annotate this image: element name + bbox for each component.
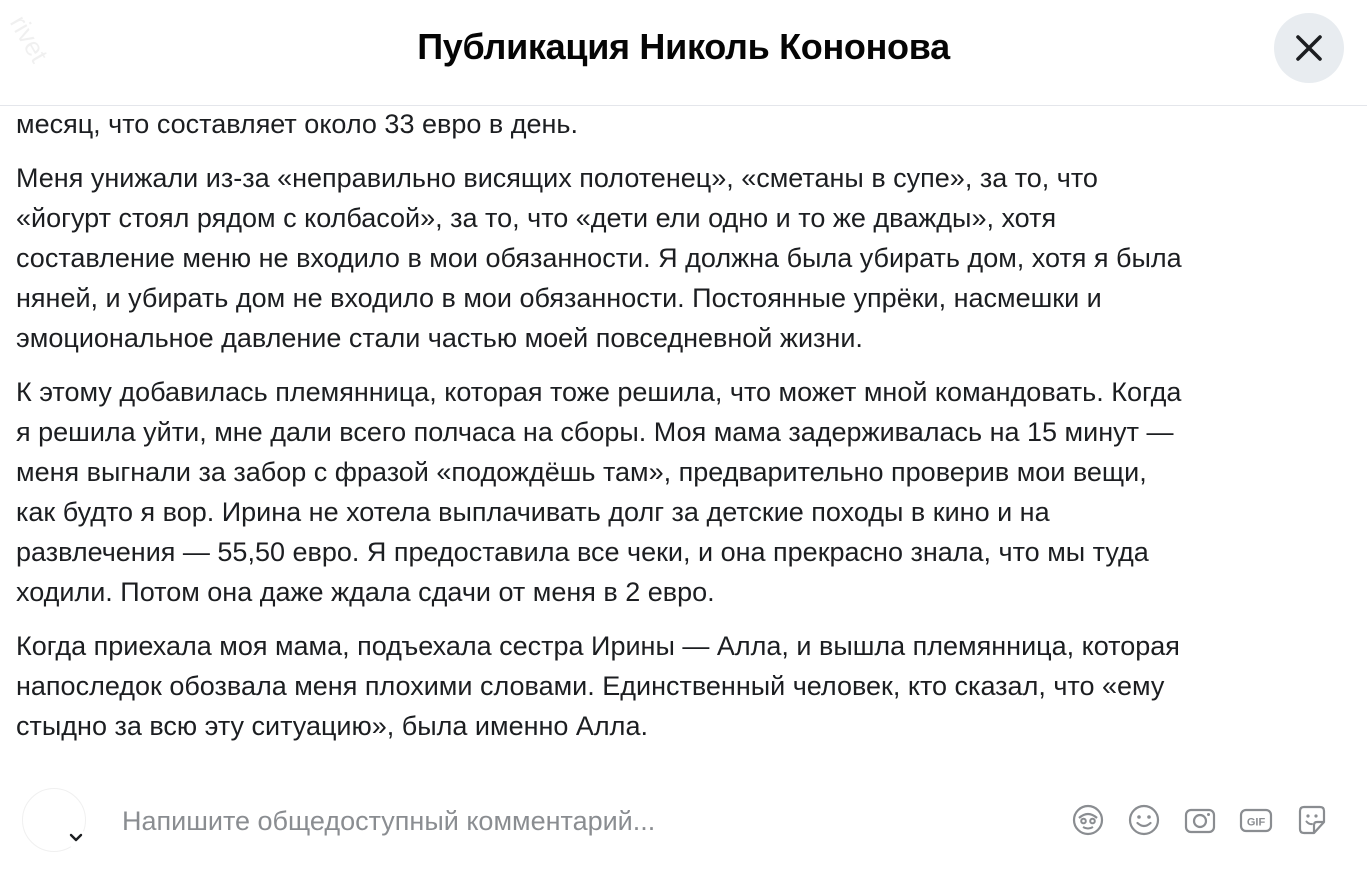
post-paragraph [16,158,1351,358]
text-line: напоследок обозвала меня плохими словами. Единственный человек, кто сказал, что «ему [16,671,1165,701]
post-paragraph [16,626,1351,746]
text-line: стыдно за всю эту ситуацию», была именно Алла. [16,711,648,741]
post-paragraph [16,106,1351,144]
sticker-icon[interactable] [1292,800,1332,840]
dialog-header [0,0,1367,106]
text-line: няней, и убирать дом не входило в мои обязанности. Постоянные упрёки, насмешки и [16,283,1102,313]
text-line: Когда приехала моя мама, подъехала сестра Ирины — Алла, и вышла племянница, которая [16,631,1180,661]
emoji-icon[interactable] [1124,800,1164,840]
post-body [16,106,1351,756]
text-line: ходили. Потом она даже ждала сдачи от меня в 2 евро. [16,577,715,607]
text-line: месяц, что составляет около 33 евро в день. [16,109,578,139]
watermark: rivet [4,10,55,68]
post-paragraph [16,372,1351,612]
text-line: я решила уйти, мне дали всего полчаса на сборы. Моя мама задерживалась на 15 минут — [16,417,1174,447]
camera-icon[interactable] [1180,800,1220,840]
close-icon [1293,32,1325,64]
avatar-sticker-icon[interactable] [1068,800,1108,840]
text-line: составление меню не входило в мои обязанности. Я должна была убирать дом, хотя я была [16,243,1182,273]
text-line: меня выгнали за забор с фразой «подождёшь там», предварительно проверив мои вещи, [16,457,1147,487]
post-text [16,106,1351,746]
text-line: Меня унижали из-за «неправильно висящих полотенец», «сметаны в супе», за то, что [16,163,1098,193]
gif-icon[interactable] [1236,800,1276,840]
comment-composer [0,770,1367,875]
dialog-title: Публикация Николь Кононова [417,26,950,67]
chevron-down-icon[interactable] [66,828,86,848]
text-line: как будто я вор. Ирина не хотела выплачивать долг за детские походы в кино и на [16,497,1050,527]
comment-input[interactable] [106,792,1351,850]
svg-text:GIF: GIF [1246,816,1266,829]
text-line: К этому добавилась племянница, которая тоже решила, что может мной командовать. Когда [16,377,1182,407]
text-line: развлечения — 55,50 евро. Я предоставила все чеки, и она прекрасно знала, что мы туда [16,537,1149,567]
text-line: «йогурт стоял рядом с колбасой», за то, что «дети ели одно и то же дважды», хотя [16,203,1057,233]
text-line: эмоциональное давление стали частью моей повседневной жизни. [16,323,863,353]
close-button[interactable] [1274,13,1344,83]
